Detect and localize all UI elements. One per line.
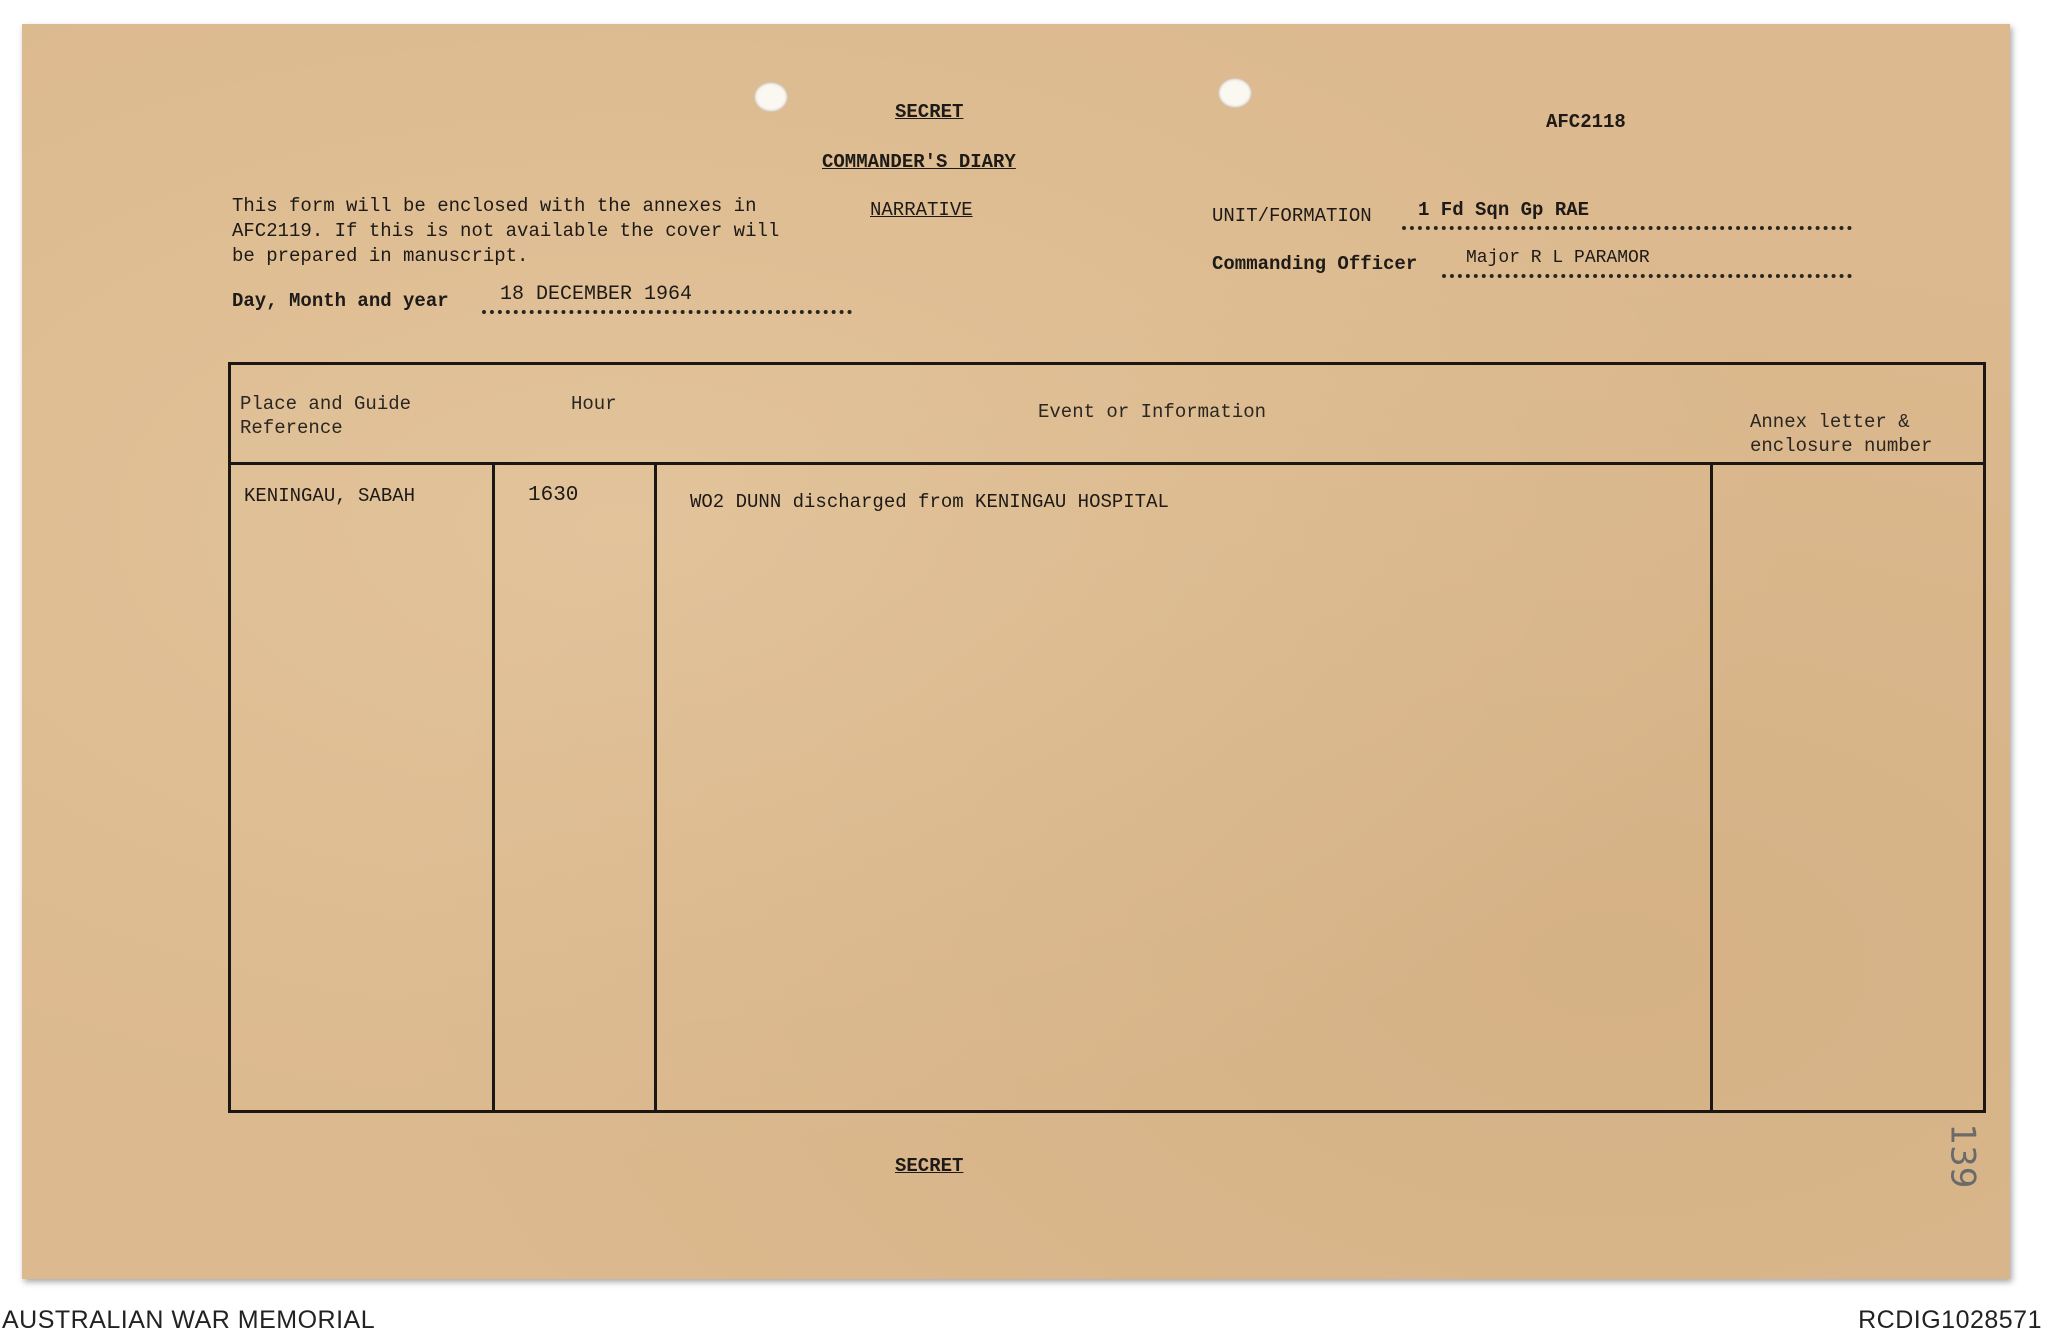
document-page bbox=[22, 24, 2010, 1279]
punch-hole-right bbox=[1218, 78, 1252, 108]
table-right-border bbox=[1983, 362, 1986, 1113]
form-type: NARRATIVE bbox=[870, 199, 973, 221]
table-bottom-border bbox=[228, 1110, 1986, 1113]
page-number-handwritten: 139 bbox=[1942, 1123, 1983, 1189]
table-top-border bbox=[228, 362, 1986, 365]
instruction-line-1: This form will be enclosed with the annexes in bbox=[232, 195, 757, 217]
classification-bottom: SECRET bbox=[895, 1155, 964, 1177]
unit-label: UNIT/FORMATION bbox=[1212, 205, 1372, 227]
punch-hole-left bbox=[754, 82, 788, 112]
date-label: Day, Month and year bbox=[232, 290, 449, 312]
co-value: Major R L PARAMOR bbox=[1466, 248, 1650, 268]
table-row-event: WO2 DUNN discharged from KENINGAU HOSPITAL bbox=[690, 491, 1169, 513]
unit-dotted-line bbox=[1402, 226, 1852, 230]
date-dotted-line bbox=[482, 310, 852, 314]
header-event: Event or Information bbox=[1038, 401, 1267, 423]
co-label: Commanding Officer bbox=[1212, 253, 1418, 275]
date-value: 18 DECEMBER 1964 bbox=[500, 283, 693, 306]
header-annex: Annex letter & enclosure number bbox=[1750, 411, 1933, 457]
column-divider-place bbox=[492, 464, 495, 1110]
footer-right: RCDIG1028571 bbox=[1858, 1306, 2042, 1334]
unit-value: 1 Fd Sqn Gp RAE bbox=[1418, 199, 1590, 221]
instruction-line-2: AFC2119. If this is not available the cover will bbox=[232, 220, 780, 242]
classification-top: SECRET bbox=[895, 101, 964, 123]
column-divider-event bbox=[1710, 464, 1713, 1110]
form-title: COMMANDER'S DIARY bbox=[822, 151, 1016, 173]
co-dotted-line bbox=[1442, 274, 1852, 278]
form-number: AFC2118 bbox=[1546, 111, 1626, 133]
table-row-hour: 1630 bbox=[528, 484, 579, 507]
footer-left: AUSTRALIAN WAR MEMORIAL bbox=[2, 1306, 376, 1334]
header-hour: Hour bbox=[571, 393, 617, 415]
table-row-place: KENINGAU, SABAH bbox=[244, 485, 416, 507]
instruction-line-3: be prepared in manuscript. bbox=[232, 245, 529, 267]
column-divider-hour bbox=[654, 464, 657, 1110]
table-left-border bbox=[228, 362, 231, 1113]
header-place: Place and Guide Reference bbox=[240, 393, 412, 439]
